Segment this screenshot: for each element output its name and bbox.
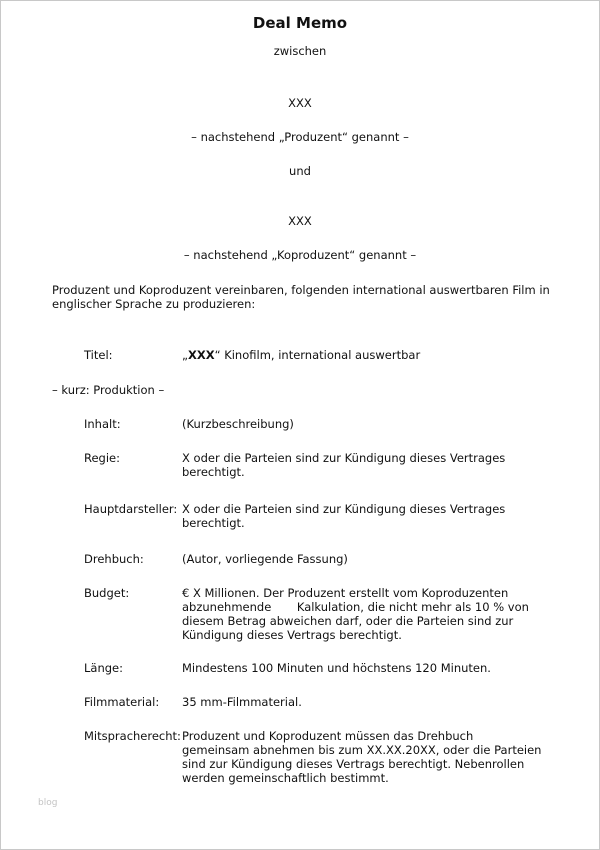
intro-paragraph: Produzent und Koproduzent vereinbaren, folgenden international auswertbaren Film in englischer Sprache zu produzieren: <box>52 283 550 311</box>
term-label: Budget: <box>84 586 130 600</box>
term-value: (Autor, vorliegende Fassung) <box>182 552 348 566</box>
term-value: X oder die Parteien sind zur Kündigung dieses Vertrages berechtigt. <box>182 451 506 479</box>
section-note: – kurz: Produktion – <box>52 383 165 397</box>
term-value: (Kurzbeschreibung) <box>182 417 294 431</box>
party2-name: XXX <box>288 214 312 228</box>
term-label: Regie: <box>84 451 120 465</box>
title-rest: “ Kinofilm, international auswertbar <box>214 348 421 362</box>
term-value: 35 mm-Filmmaterial. <box>182 695 302 709</box>
party1-name: XXX <box>288 96 312 110</box>
term-label: Inhalt: <box>84 417 121 431</box>
title-open-quote: „ <box>182 348 188 362</box>
term-value: Mindestens 100 Minuten und höchstens 120 Minuten. <box>182 661 491 675</box>
watermark: blog <box>38 798 58 808</box>
between-text: zwischen <box>273 44 327 58</box>
document-title: Deal Memo <box>252 14 348 32</box>
term-label: Mitspracherecht: <box>84 729 181 743</box>
party1-note: – nachstehend „Produzent“ genannt – <box>191 130 409 144</box>
term-value: Produzent und Koproduzent müssen das Drehbuch gemeinsam abnehmen bis zum XX.XX.20XX, oder die Parteien sind zur Kündigung dieses Vertrags berechtigt. Nebenrollen werden gemeinschaftlich bestimmt. <box>182 729 542 785</box>
term-value: € X Millionen. Der Produzent erstellt vom Koproduzenten abzunehmende Kalkulation, die nicht mehr als 10 % von diesem Betrag abweichen darf, oder die Parteien sind zur Kündigung dieses Vertrags berechtigt. <box>182 586 533 642</box>
term-value <box>182 348 544 362</box>
term-label: Hauptdarsteller: <box>84 502 178 516</box>
term-label: Titel: <box>84 348 113 362</box>
term-label: Drehbuch: <box>84 552 144 566</box>
term-label: Länge: <box>84 661 123 675</box>
term-value: X oder die Parteien sind zur Kündigung dieses Vertrages berechtigt. <box>182 502 506 530</box>
and-text: und <box>289 164 311 178</box>
film-title: XXX <box>187 348 215 362</box>
term-label: Filmmaterial: <box>84 695 160 709</box>
party2-note: – nachstehend „Koproduzent“ genannt – <box>183 248 417 262</box>
